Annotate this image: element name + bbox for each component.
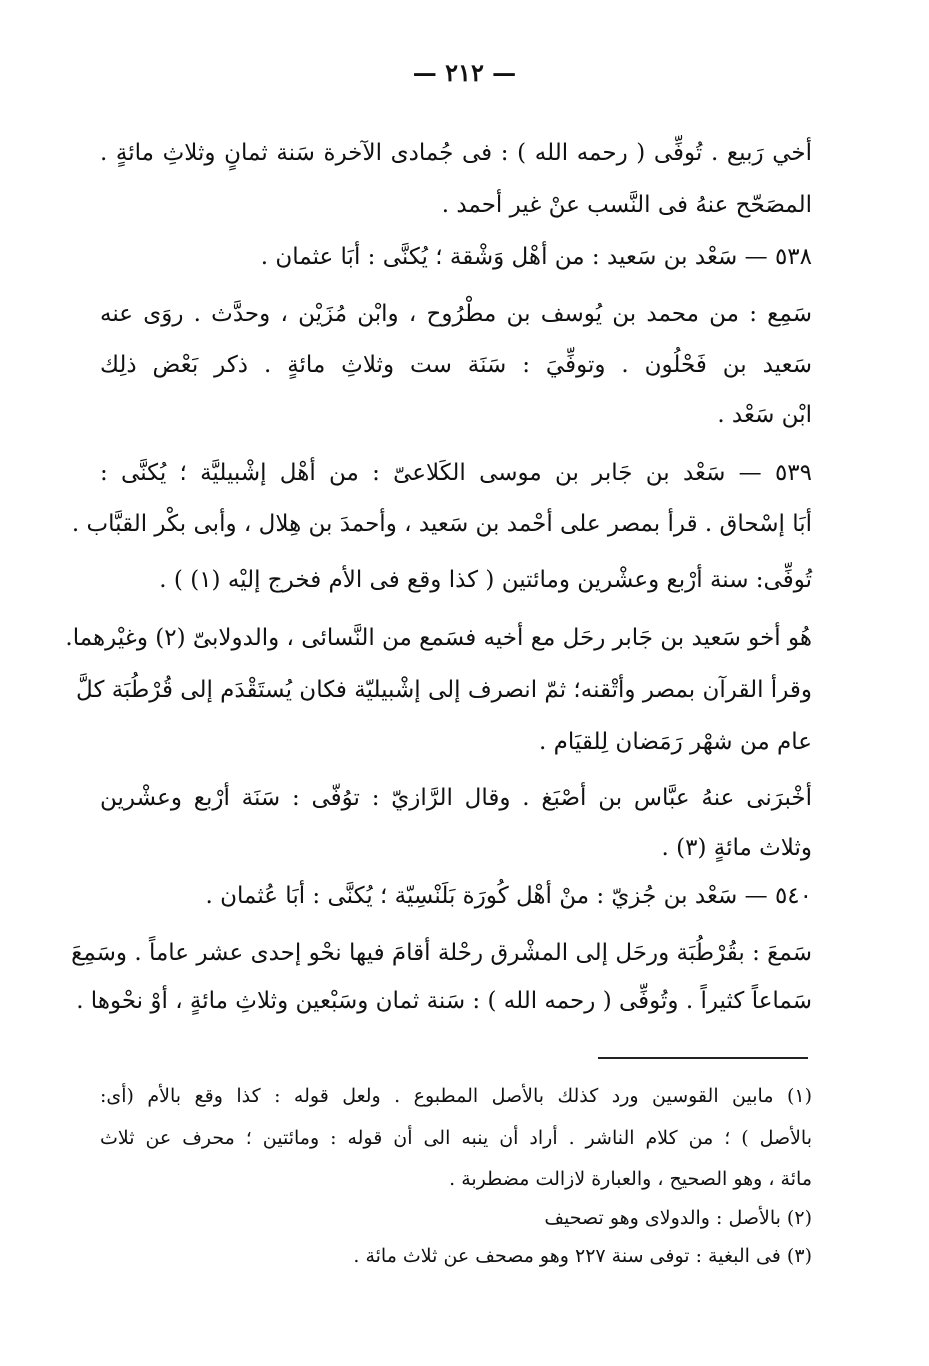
text-line: هُو أخو سَعيد بن جَابر رحَل مع أخيه فسَمع من النَّسائى ، والدولابىّ (٢) وغيْرهما.: [65, 625, 812, 651]
text-line: وثلاث مائةٍ (٣) .: [661, 835, 812, 861]
footnote-line: بالأصل ) ؛ من كلام الناشر . أراد أن ينبه الى أن قوله : ومائتين ؛ محرف عن ثلاث: [100, 1127, 812, 1149]
text-line: وقرأ القرآن بمصر وأتْقنه؛ ثمّ انصرف إلى إشْبيليّة فكان يُستَقْدَم إلى قُرْطُبَة كلَّ: [76, 677, 812, 703]
text-line: سَماعاً كثيراً . وتُوفِّى ( رحمه الله ) : سَنة ثمان وسَبْعين وثلاثِ مائةٍ ، أوْ نحْوها .: [76, 988, 812, 1014]
text-line: ابْن سَعْد .: [717, 402, 812, 428]
text-line: المصَحّح عنهُ فى النَّسب عنْ غير أحمد .: [441, 192, 812, 218]
text-line: سَمِع : من محمد بن يُوسف بن مطْرُوح ، وابْن مُزَيْن ، وحدَّث . روَى عنه: [100, 301, 812, 327]
text-line: سَعيد بن فَحْلُون . وتوفِّيَ : سَنَة ست وثلاثِ مائةٍ . ذكر بَعْض ذلِك: [100, 352, 812, 378]
page-number: — ٢١٢ —: [412, 58, 517, 87]
footnote-line: (٣) فى البغية : توفى سنة ٢٢٧ وهو مصحف عن ثلاث مائة .: [353, 1245, 812, 1267]
footnote-line: (١) مابين القوسين ورد كذلك بالأصل المطبوع . ولعل قوله : كذا وقع بالأم (أى:: [100, 1085, 812, 1107]
footnote-line: مائة ، وهو الصحيح ، والعبارة لازالت مضطربة .: [449, 1168, 812, 1190]
text-line: أخْبرَنى عنهُ عبَّاس بن أصْبَغ . وقال الرَّازيّ : توُفّى : سَنَة أرْبع وعشْرين: [100, 785, 812, 811]
footnote-divider: [598, 1057, 808, 1059]
entry-538-heading: ٥٣٨ — سَعْد بن سَعيد : من أهْل وَشْقة ؛ يُكنَّى : أبَا عثمان .: [260, 244, 812, 270]
text-line: سَمعَ : بقُرْطُبَة ورحَل إلى المشْرق رحْلة أقامَ فيها نحْو إحدى عشر عاماً . وسَمِعَ: [71, 940, 812, 966]
text-line: عام من شهْر رَمَضان لِلقيَام .: [539, 729, 812, 755]
entry-540-heading: ٥٤٠ — سَعْد بن جُزيّ : منْ أهْل كُورَة بَلَنْسِيّة ؛ يُكنَّى : أبَا عُثمان .: [205, 883, 812, 909]
entry-539-heading: ٥٣٩ — سَعْد بن جَابر بن موسى الكَلاعىّ : من أهْل إشْبيليَّة ؛ يُكنَّى :: [100, 460, 812, 486]
footnote-line: (٢) بالأصل : والدولاى وهو تصحيف: [544, 1207, 812, 1229]
text-line: تُوفِّى: سنة أرْبع وعشْرين ومائتين ( كذا وقع فى الأم فخرج إليْه (١) ) .: [159, 567, 812, 593]
text-line: أخي رَبيع . تُوفِّى ( رحمه الله ) : فى جُمادى الآخرة سَنة ثمانٍ وثلاثِ مائةٍ .: [100, 140, 812, 166]
text-line: أبَا إسْحاق . قرأ بمصر على أحْمد بن سَعيد ، وأحمدَ بن هِلال ، وأبى بكْر القبَّاب .: [71, 511, 812, 537]
